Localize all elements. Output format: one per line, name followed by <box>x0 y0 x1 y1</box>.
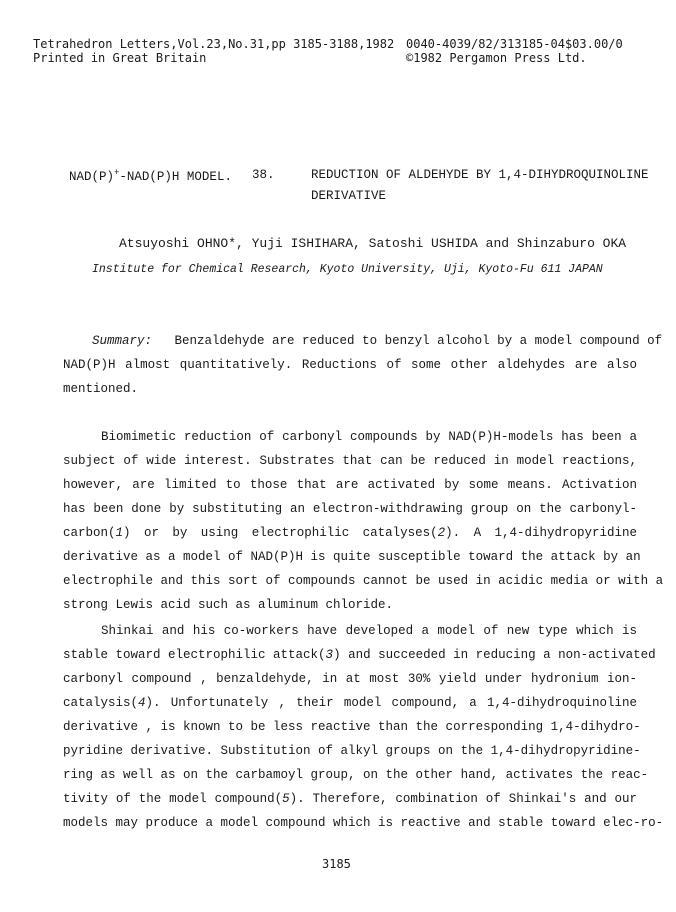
text-run: stable toward electrophilic attack( <box>63 648 326 662</box>
reference-3: 3 <box>325 648 334 662</box>
body-line: ring as well as on the carbamoyl group, on the other hand, activates the reac- <box>63 768 649 782</box>
body-line: Biomimetic reduction of carbonyl compounds by NAD(P)H-models has been a <box>101 430 637 444</box>
summary-label: Summary: <box>92 334 153 348</box>
body-line: strong Lewis acid such as aluminum chloride. <box>63 598 394 612</box>
text-run: tivity of the model compound( <box>63 792 283 806</box>
summary-line-3: mentioned. <box>63 382 139 396</box>
body-line: carbonyl compound , benzaldehyde, in at most 30% yield under hydronium ion- <box>63 672 637 686</box>
body-line: models may produce a model compound which is reactive and stable toward elec-ro- <box>63 816 664 830</box>
page-number: 3185 <box>322 857 351 871</box>
title-suffix: -NAD(P)H MODEL. <box>119 170 232 185</box>
copyright: ©1982 Pergamon Press Ltd. <box>406 51 587 65</box>
journal-citation: Tetrahedron Letters,Vol.23,No.31,pp 3185-3188,1982 <box>33 37 395 51</box>
text-run: ) or by using electrophilic catalyses( <box>123 526 438 540</box>
title-number: 38. <box>252 168 275 182</box>
reference-1: 1 <box>115 526 124 540</box>
body-line: however, are limited to those that are activated by some means. Activation <box>63 478 637 492</box>
title-superscript: + <box>114 168 120 178</box>
summary-line-2: NAD(P)H almost quantitatively. Reductions of some other aldehydes are also <box>63 358 637 372</box>
title-line-2: DERIVATIVE <box>311 189 387 203</box>
institution: Institute for Chemical Research, Kyoto University, Uji, Kyoto-Fu 611 JAPAN <box>92 263 603 276</box>
title-prefix: NAD(P) <box>69 170 115 185</box>
body-line: derivative as a model of NAD(P)H is quite susceptible toward the attack by an <box>63 550 641 564</box>
body-line: Shinkai and his co-workers have developed a model of new type which is <box>101 624 637 638</box>
text-run: ). Therefore, combination of Shinkai's and our <box>289 792 637 806</box>
body-line: electrophile and this sort of compounds cannot be used in acidic media or with a <box>63 574 664 588</box>
title-line-1: REDUCTION OF ALDEHYDE BY 1,4-DIHYDROQUINOLINE <box>311 168 649 182</box>
body-line <box>63 792 637 806</box>
reference-2: 2 <box>437 526 446 540</box>
body-line: pyridine derivative. Substitution of alkyl groups on the 1,4-dihydropyridine- <box>63 744 641 758</box>
printed-in: Printed in Great Britain <box>33 51 207 65</box>
body-line: has been done by substituting an electron-withdrawing group on the carbonyl- <box>63 502 637 516</box>
text-run: ). Unfortunately , their model compound, a 1,4-dihydroquinoline <box>145 696 637 710</box>
text-run: catalysis( <box>63 696 139 710</box>
title-series <box>69 168 232 184</box>
text-run: ) and succeeded in reducing a non-activated <box>333 648 656 662</box>
text-run: carbon( <box>63 526 116 540</box>
body-line <box>63 648 656 662</box>
body-line: derivative , is known to be less reactive than the corresponding 1,4-dihydro- <box>63 720 641 734</box>
summary-line-1 <box>92 334 663 348</box>
authors: Atsuyoshi OHNO*, Yuji ISHIHARA, Satoshi USHIDA and Shinzaburo OKA <box>119 236 627 251</box>
reference-4: 4 <box>138 696 146 710</box>
text-run: ). A 1,4-dihydropyridine <box>445 526 638 540</box>
reference-5: 5 <box>282 792 290 806</box>
article-codes: 0040-4039/82/313185-04$03.00/0 <box>406 37 623 51</box>
body-line: subject of wide interest. Substrates that can be reduced in model reactions, <box>63 454 637 468</box>
body-line <box>63 526 637 540</box>
body-line <box>63 696 637 710</box>
summary-text-1: Benzaldehyde are reduced to benzyl alcohol by a model compound of <box>174 334 663 348</box>
